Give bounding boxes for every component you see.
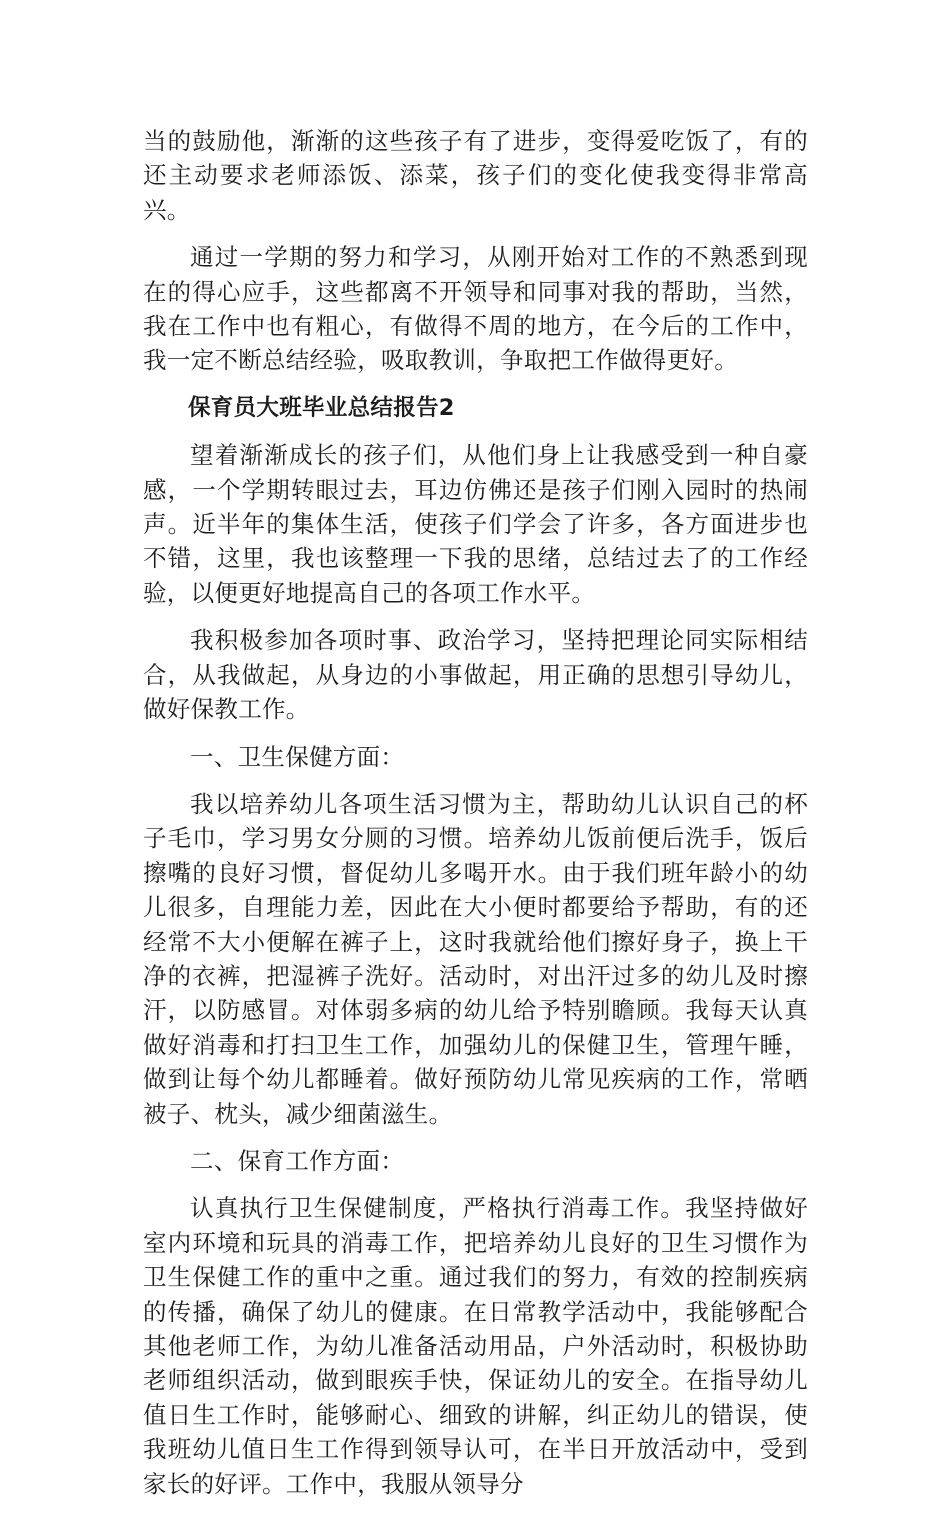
- paragraph-study: 我积极参加各项时事、政治学习，坚持把理论同实际相结合，从我做起，从身边的小事做起，用正确的思想引导幼儿，做好保教工作。: [143, 626, 808, 724]
- paragraph-reflection: 通过一学期的努力和学习，从刚开始对工作的不熟悉到现在的得心应手，这些都离不开领导和同事对我的帮助，当然，我在工作中也有粗心，有做得不周的地方，在今后的工作中，我一定不断总结经验，吸取教训，争取把工作做得更好。: [143, 243, 808, 375]
- subheading-health-care: 一、卫生保健方面：: [190, 742, 405, 771]
- section-title: 保育员大班毕业总结报告2: [188, 394, 455, 421]
- subheading-childcare-work: 二、保育工作方面：: [190, 1146, 405, 1175]
- document-body: [143, 124, 808, 1514]
- paragraph-continuation: 当的鼓励他，渐渐的这些孩子有了进步，变得爱吃饭了，有的还主动要求老师添饭、添菜，孩子们的变化使我变得非常高兴。: [143, 127, 808, 224]
- paragraph-intro: 望着渐渐成长的孩子们，从他们身上让我感受到一种自豪感，一个学期转眼过去，耳边仿佛还是孩子们刚入园时的热闹声。近半年的集体生活，使孩子们学会了许多，各方面进步也不错，这里，我也该整理一下我的思绪，总结过去了的工作经验，以便更好地提高自己的各项工作水平。: [143, 441, 808, 607]
- paragraph-childcare-work: 认真执行卫生保健制度，严格执行消毒工作。我坚持做好室内环境和玩具的消毒工作，把培养幼儿良好的卫生习惯作为卫生保健工作的重中之重。通过我们的努力，有效的控制疾病的传播，确保了幼儿的健康。在日常教学活动中，我能够配合其他老师工作，为幼儿准备活动用品，户外活动时，积极协助老师组织活动，做到眼疾手快，保证幼儿的安全。在指导幼儿值日生工作时，能够耐心、细致的讲解，纠正幼儿的错误，使我班幼儿值日生工作得到领导认可，在半日开放活动中，受到家长的好评。工作中，我服从领导分: [143, 1194, 808, 1498]
- paragraph-health-care: 我以培养幼儿各项生活习惯为主，帮助幼儿认识自己的杯子毛巾，学习男女分厕的习惯。培养幼儿饭前便后洗手，饭后擦嘴的良好习惯，督促幼儿多喝开水。由于我们班年龄小的幼儿很多，自理能力差，因此在大小便时都要给予帮助，有的还经常不大小便解在裤子上，这时我就给他们擦好身子，换上干净的衣裤，把湿裤子洗好。活动时，对出汗过多的幼儿及时擦汗，以防感冒。对体弱多病的幼儿给予特别瞻顾。我每天认真做好消毒和打扫卫生工作，加强幼儿的保健卫生，管理午睡，做到让每个幼儿都睡着。做好预防幼儿常见疾病的工作，常晒被子、枕头，减少细菌滋生。: [143, 789, 808, 1128]
